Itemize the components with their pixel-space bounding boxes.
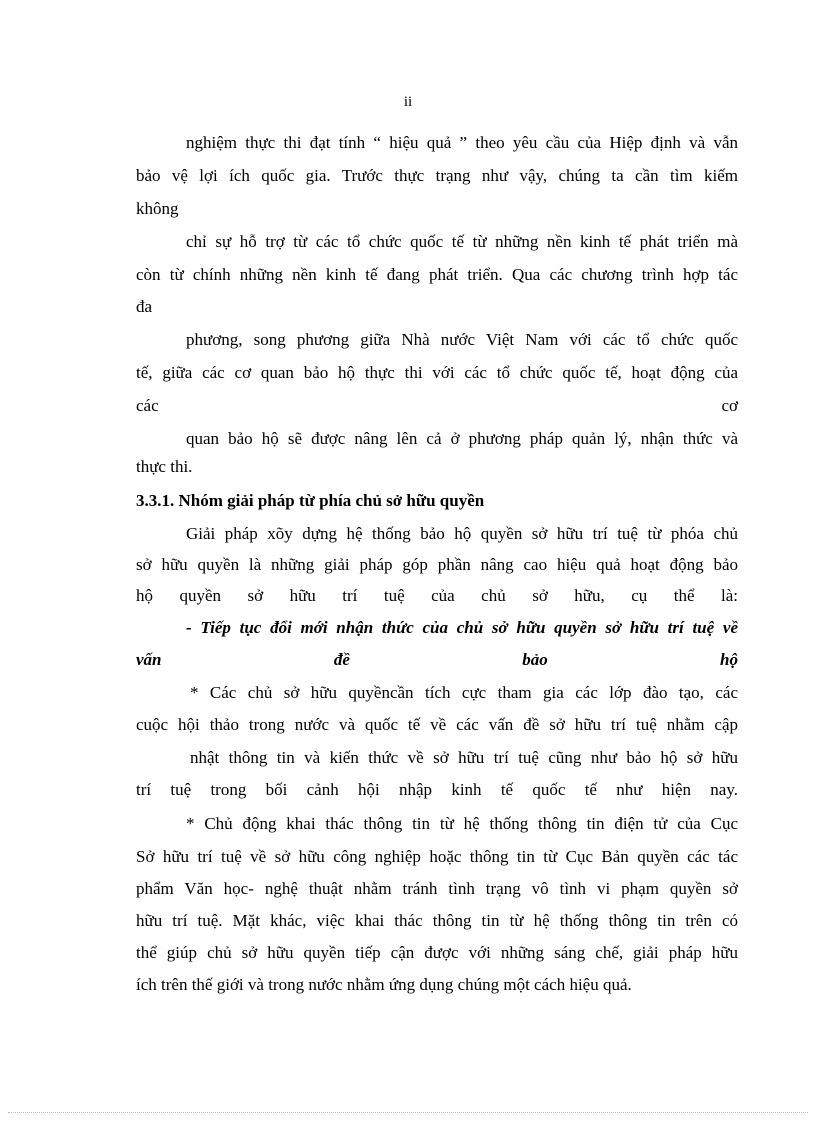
subheading-line: vấn đề bảo hộ [136, 650, 738, 669]
text-line: thực thi. [136, 457, 193, 476]
text-line: hữu trí tuệ. Mặt khác, việc khai thác thông tin từ hệ thống thông tin trên có [136, 911, 738, 930]
text-line: thể giúp chủ sở hữu quyền tiếp cận được với những sáng chế, giải pháp hữu [136, 943, 738, 962]
text-line: bảo vệ lợi ích quốc gia. Trước thực trạng như vậy, chúng ta cần tìm kiếm [136, 166, 738, 185]
text-line: cuộc hội thảo trong nước và quốc tế về các vấn đề sở hữu trí tuệ nhằm cập [136, 715, 738, 734]
text-line: Giải pháp xõy dựng hệ thống bảo hộ quyền sở hữu trí tuệ từ phóa chủ [186, 524, 738, 543]
subheading-line: - Tiếp tục đổi mới nhận thức của chủ sở hữu quyền sở hữu trí tuệ về [186, 618, 738, 637]
text-line: nghiệm thực thi đạt tính “ hiệu quả ” theo yêu cầu của Hiệp định và vẫn [186, 133, 738, 152]
text-line: chỉ sự hỗ trợ từ các tổ chức quốc tế từ những nền kinh tế phát triển mà [186, 232, 738, 251]
text-line: tế, giữa các cơ quan bảo hộ thực thi với các tổ chức quốc tế, hoạt động của [136, 363, 738, 382]
text-line: hộ quyền sở hữu trí tuệ của chủ sở hữu, cụ thể là: [136, 586, 738, 605]
text-line: sở hữu quyền là những giải pháp góp phần nâng cao hiệu quả hoạt động bảo [136, 555, 738, 574]
page-border-line [8, 1112, 808, 1113]
text-line: phẩm Văn học- nghệ thuật nhằm tránh tình trạng vô tình vi phạm quyền sở [136, 879, 738, 898]
text-line: Sở hữu trí tuệ về sở hữu công nghiệp hoặc thông tin từ Cục Bản quyền các tác [136, 847, 738, 866]
text-line: trí tuệ trong bối cảnh hội nhập kinh tế quốc tế như hiện nay. [136, 780, 738, 799]
text-line: các cơ [136, 396, 738, 415]
page-number: ii [403, 94, 413, 110]
text-line: phương, song phương giữa Nhà nước Việt Nam với các tổ chức quốc [186, 330, 738, 349]
text-line: * Các chủ sở hữu quyềncần tích cực tham gia các lớp đào tạo, các [190, 683, 738, 702]
text-line: ích trên thế giới và trong nước nhằm ứng dụng chúng một cách hiệu quả. [136, 975, 632, 994]
text-line: không [136, 199, 179, 218]
text-line: còn từ chính những nền kinh tế đang phát triển. Qua các chương trình hợp tác [136, 265, 738, 284]
text-line: quan bảo hộ sẽ được nâng lên cả ở phương pháp quản lý, nhận thức và [186, 429, 738, 448]
text-line: đa [136, 297, 153, 316]
section-heading: 3.3.1. Nhóm giải pháp từ phía chủ sở hữu quyền [136, 491, 485, 510]
text-line: * Chủ động khai thác thông tin từ hệ thống thông tin điện tử của Cục [186, 814, 738, 833]
text-line: nhật thông tin và kiến thức về sở hữu trí tuệ cũng như bảo hộ sở hữu [190, 748, 738, 767]
